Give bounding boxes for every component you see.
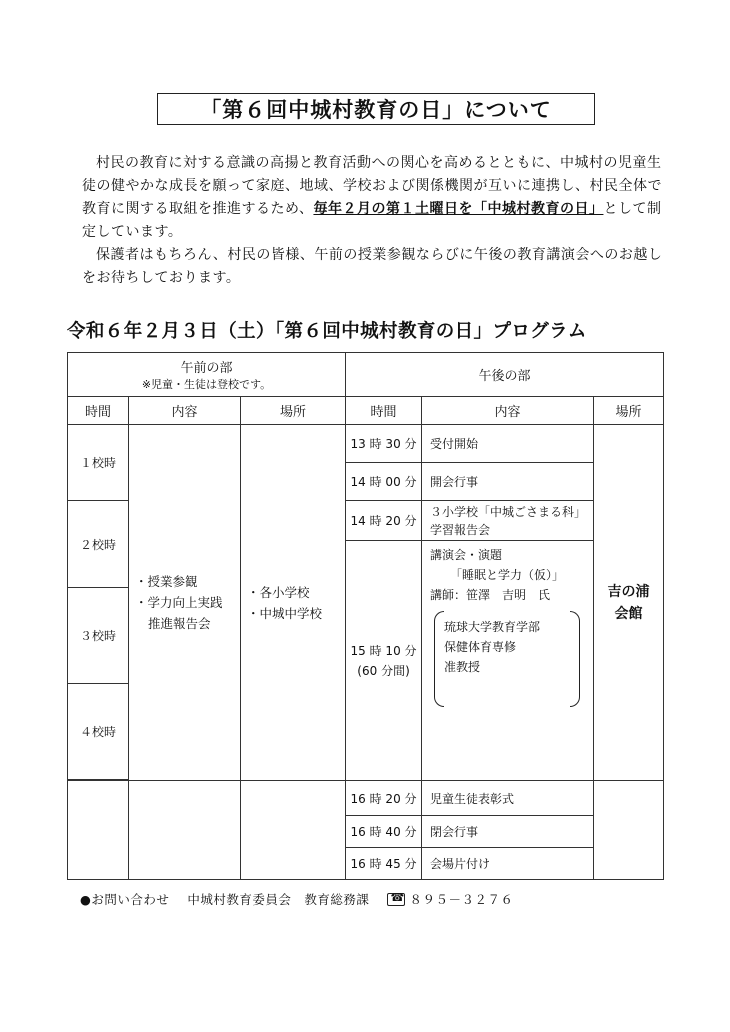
pm-time: 16 時 45 分 <box>346 848 422 880</box>
page-title: 「第６回中城村教育の日」について <box>157 93 595 125</box>
pm-content: 会場片付け <box>422 848 594 880</box>
venue-cell-continued <box>594 781 664 880</box>
pm-time-lecture: 15 時 10 分 (60 分間) <box>346 541 422 781</box>
pm-time: 13 時 30 分 <box>346 425 422 463</box>
period-4: ４校時 <box>68 684 129 780</box>
contact-line <box>80 890 531 908</box>
contact-tel: ８９５－３２７６ <box>409 892 514 907</box>
intro-paragraph-2: 保護者はもちろん、村民の皆様、午前の授業参観ならびに午後の教育講演会へのお越しをお待ちしております。 <box>82 247 663 286</box>
telephone-icon <box>387 893 405 906</box>
am-note: ※児童・生徒は登校です。 <box>141 378 272 391</box>
header-time-pm: 時間 <box>346 397 422 425</box>
pm-content: ３小学校「中城ごさまる科」 学習報告会 <box>422 501 594 541</box>
lecture-topic: 「睡眠と学力（仮）」 <box>450 568 565 582</box>
contact-org: 中城村教育委員会 教育総務課 <box>187 892 370 907</box>
header-place-am: 場所 <box>241 397 346 425</box>
period-1: １校時 <box>68 425 129 501</box>
pm-time: 14 時 20 分 <box>346 501 422 541</box>
am-section-header: 午前の部 ※児童・生徒は登校です。 <box>68 353 346 397</box>
intro-text <box>82 152 664 290</box>
lecturer-affiliation: 琉球大学教育学部 保健体育専修 准教授 <box>434 611 580 707</box>
pm-content: 閉会行事 <box>422 816 594 848</box>
empty-cell <box>129 781 241 880</box>
venue-cell: 吉の浦 会館 <box>594 425 664 781</box>
contact-label: ●お問い合わせ <box>80 892 170 907</box>
period-3: ３校時 <box>68 588 129 684</box>
pm-time: 14 時 00 分 <box>346 463 422 501</box>
period-2: ２校時 <box>68 501 129 588</box>
pm-section-header: 午後の部 <box>346 353 664 397</box>
emphasized-date: 毎年２月の第１土曜日を「中城村教育の日」 <box>313 201 604 217</box>
header-content-pm: 内容 <box>422 397 594 425</box>
pm-content: 児童生徒表彰式 <box>422 781 594 816</box>
program-table <box>67 352 664 880</box>
pm-time: 16 時 40 分 <box>346 816 422 848</box>
am-content-cell: ・授業参観 ・学力向上実践 推進報告会 <box>129 425 241 781</box>
intro-paragraph-1: 村民の教育に対する意識の高揚と教育活動への関心を高めるとともに、中城村の児童生徒の健やかな成長を願って家庭、地域、学校および関係機関が互いに連携し、村民全体で教育に関する取組を推進するため、毎年２月の第１土曜日を「中城村教育の日」として制定しています。 <box>82 155 662 240</box>
empty-cell <box>68 781 129 880</box>
pm-content: 受付開始 <box>422 425 594 463</box>
header-content-am: 内容 <box>129 397 241 425</box>
lecturer: 講師：笹澤 吉明 氏 <box>430 588 551 602</box>
pm-content: 開会行事 <box>422 463 594 501</box>
empty-cell <box>241 781 346 880</box>
lecture-cell: 講演会・演題 「睡眠と学力（仮）」 講師：笹澤 吉明 氏 琉球大学教育学部 保健体育専修 准教授 <box>422 541 594 781</box>
header-time-am: 時間 <box>68 397 129 425</box>
program-title: 令和６年２月３日（土）「第６回中城村教育の日」プログラム <box>67 321 587 342</box>
am-place-cell: ・各小学校 ・中城中学校 <box>241 425 346 781</box>
pm-time: 16 時 20 分 <box>346 781 422 816</box>
header-place-pm: 場所 <box>594 397 664 425</box>
